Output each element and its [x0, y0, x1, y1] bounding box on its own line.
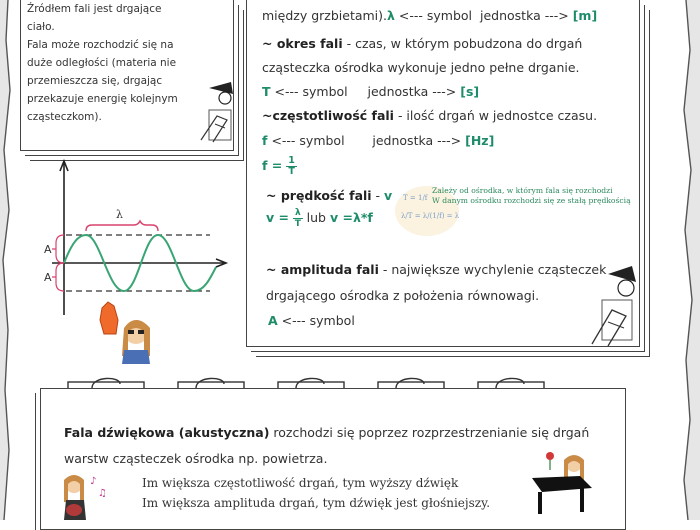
reading-girl-illustration [191, 80, 237, 144]
svg-text:♪: ♪ [90, 476, 97, 487]
amplitude-label-top: A [44, 243, 52, 256]
bitmoji-piano-illustration [530, 448, 596, 520]
period-symbol-text: <--- symbol [274, 84, 348, 99]
svg-text:T = 1/f: T = 1/f [403, 194, 428, 202]
left-note-line: ciało. [27, 21, 55, 33]
sound-definition-part-1: rozchodzi się poprzez rozprzestrzenianie się drgań [269, 425, 590, 440]
frequency-fraction-denominator: T [288, 166, 295, 177]
amplitude-title: ~ amplituda fali [266, 262, 379, 277]
amplitude-symbol-line [268, 313, 355, 328]
speed-note-line-1: Zależy od ośrodka, w którym fala się rozchodzi [432, 186, 613, 195]
speed-formula-or: lub [306, 210, 326, 225]
speed-formula-rest: λ*f [352, 210, 373, 225]
speed-fraction-denominator: T [294, 219, 301, 229]
sound-title: Fala dźwiękowa (akustyczna) [64, 425, 270, 440]
speed-formula [266, 208, 373, 234]
amplitude-symbol: A [268, 313, 278, 328]
sound-definition-line-2: warstw cząsteczek ośrodka np. powietrza. [64, 451, 328, 466]
left-note-line: przemieszcza się, drgając [27, 75, 163, 87]
left-note-line: Fala może rozchodzić się na [27, 39, 174, 51]
frequency-unit-text: jednostka ---> [372, 133, 462, 148]
period-symbol-line [262, 84, 479, 99]
amplitude-definition-line-1 [266, 262, 606, 277]
wavelength-tail-text: między grzbietami). [262, 8, 387, 23]
speed-separator: - [371, 188, 385, 203]
speed-note [432, 186, 631, 206]
amplitude-definition-part-1: - największe wychylenie cząsteczek [378, 262, 607, 277]
frequency-formula [262, 152, 297, 178]
svg-text:λ/T = λ/(1/f) = λ·f: λ/T = λ/(1/f) = λ·f [401, 212, 459, 220]
sound-rule-amplitude: Im większa amplituda drgań, tym dźwięk jest głośniejszy. [142, 496, 491, 510]
wave-source-text [27, 0, 199, 126]
frequency-symbol-line [262, 133, 494, 148]
frequency-fraction [286, 156, 297, 177]
amplitude-label-bottom: A [44, 271, 52, 284]
sound-definition-line-1 [64, 425, 589, 440]
period-definition-line-2: cząsteczka ośrodka wykonuje jedno pełne drganie. [262, 60, 580, 75]
left-note-line: duże odległości (materia nie [27, 57, 177, 69]
frequency-symbol-text: <--- symbol [271, 133, 345, 148]
speed-title-line [266, 188, 392, 203]
wavelength-unit-text: jednostka ---> [479, 8, 569, 23]
frequency-unit: [Hz] [465, 133, 495, 148]
speed-formula-v1: v = [266, 210, 289, 225]
period-definition-part-1: - czas, w którym pobudzona do drgań [342, 36, 583, 51]
speed-note-line-2: W danym ośrodku rozchodzi się ze stałą prędkością [432, 196, 631, 205]
bitmoji-guitar-illustration [52, 470, 112, 520]
wave-diagram [34, 155, 234, 315]
speed-symbol: v [384, 188, 393, 203]
frequency-formula-left: f = [262, 158, 283, 173]
bitmoji-foam-finger-illustration [96, 300, 158, 364]
period-definition-line-1 [262, 36, 582, 51]
svg-text:♫: ♫ [98, 488, 107, 499]
wavelength-unit: [m] [572, 8, 598, 23]
frequency-definition-line [262, 108, 597, 123]
reading-girl-illustration-right [578, 262, 640, 348]
speed-fraction [293, 208, 303, 229]
wavelength-symbol-text: <--- symbol [398, 8, 473, 23]
speed-formula-v2: v = [329, 210, 353, 225]
amplitude-symbol-text: <--- symbol [281, 313, 355, 328]
left-note-line: przekazuje energię kolejnym [27, 93, 178, 105]
speed-fraction-numerator: λ [294, 208, 301, 218]
amplitude-definition-line-2: drgającego ośrodka z położenia równowagi. [266, 288, 540, 303]
sound-rule-frequency: Im większa częstotliwość drgań, tym wyższy dźwięk [142, 476, 459, 490]
lambda-symbol: λ [387, 8, 395, 23]
wavelength-label: λ [116, 208, 123, 221]
frequency-symbol: f [262, 133, 268, 148]
period-title: ~ okres fali [262, 36, 343, 51]
left-note-card [20, 0, 234, 151]
left-note-line: cząsteczkom). [27, 111, 102, 123]
frequency-title: ~częstotliwość fali [262, 108, 394, 123]
wavelength-line [262, 8, 597, 23]
period-symbol: T [262, 84, 271, 99]
left-note-line: Źródłem fali jest drgające [27, 3, 162, 15]
period-unit-text: jednostka ---> [367, 84, 457, 99]
frequency-definition: - ilość drgań w jednostce czasu. [393, 108, 598, 123]
frequency-fraction-numerator: 1 [288, 155, 295, 166]
period-unit: [s] [460, 84, 480, 99]
speed-title: ~ prędkość fali [266, 188, 372, 203]
